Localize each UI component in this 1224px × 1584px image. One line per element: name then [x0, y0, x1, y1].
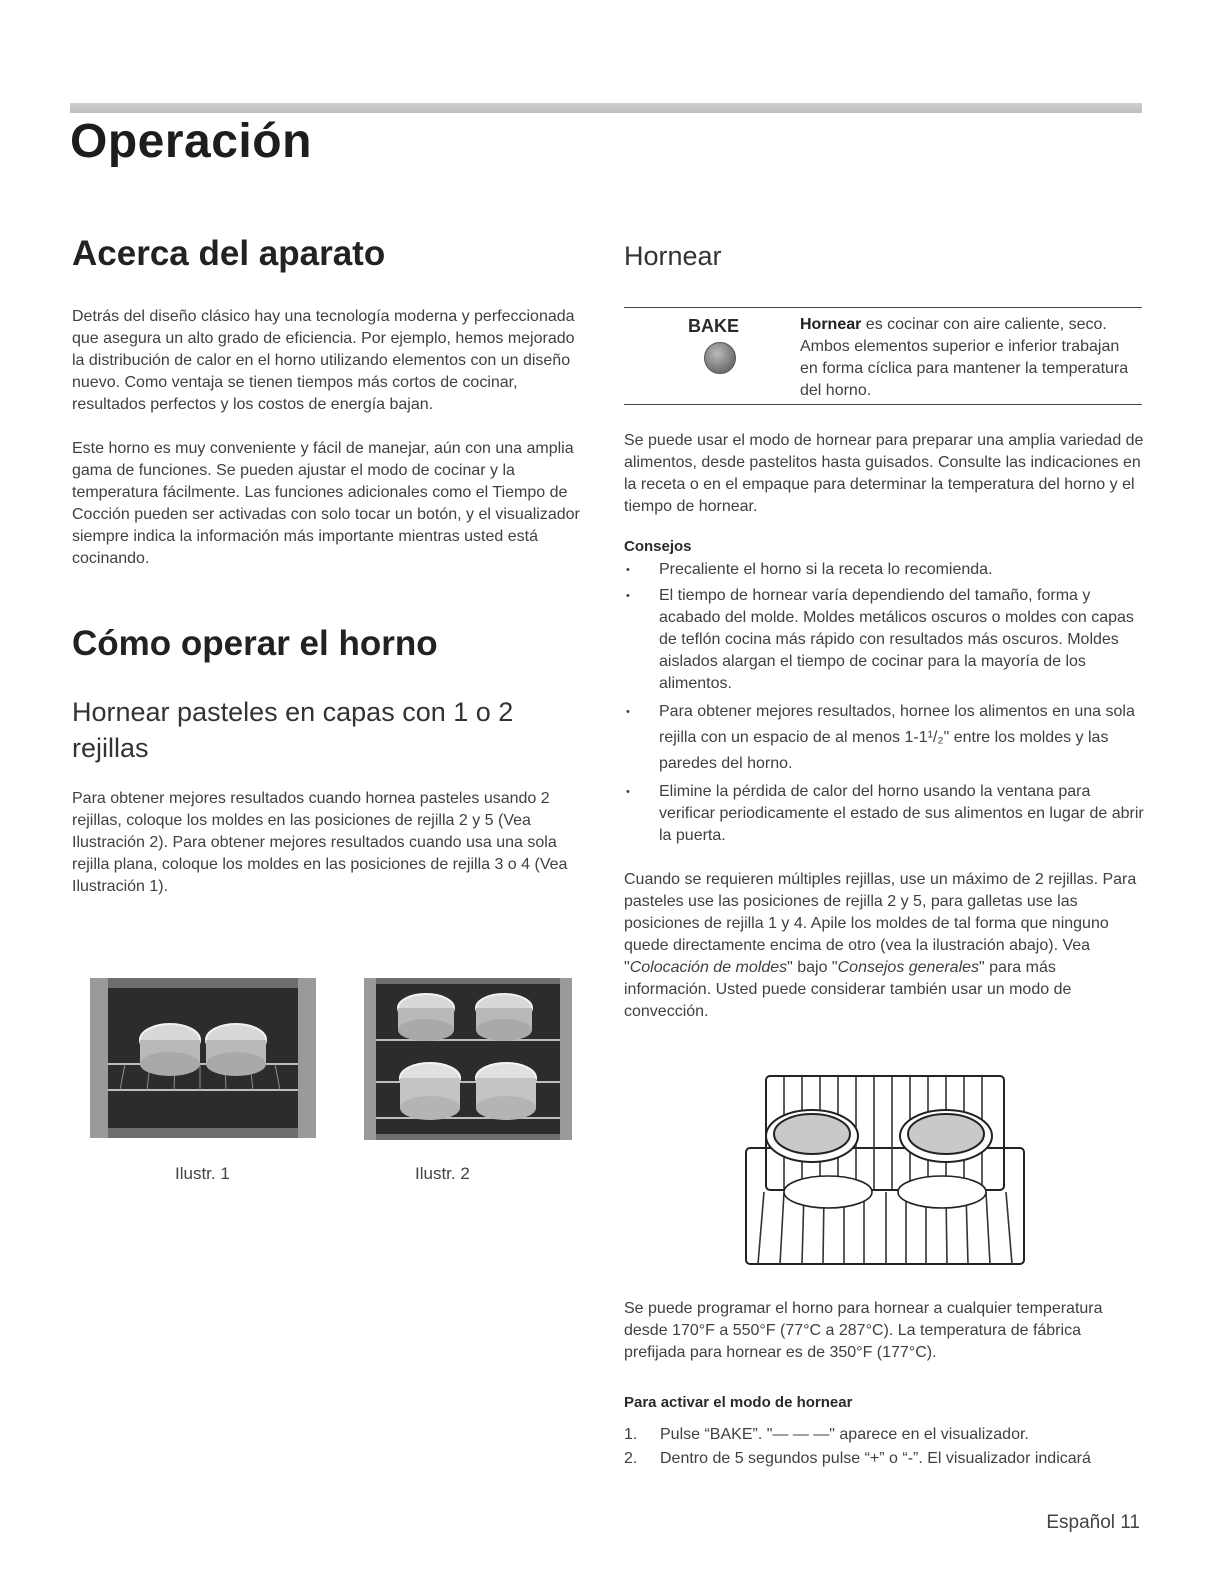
- tip-item: • El tiempo de hornear varía dependiendo del tamaño, forma y acabado del molde. Moldes metálicos oscuros o moldes con capas de teflón cocina más rápido con resultados más oscuros. Moldes aislados alargan el tiempo de cocinar para la mayoría de los alimentos.: [624, 585, 1144, 695]
- bake-heading: Hornear: [624, 241, 722, 271]
- step-text: Pulse “BAKE”. "— — —" aparece en el visualizador.: [660, 1426, 1029, 1443]
- bake-term: Hornear: [800, 316, 862, 333]
- rack-placement-illustration: [740, 1072, 1030, 1268]
- title-bar-rule: [70, 103, 1142, 113]
- illustration-1-caption: Ilustr. 1: [175, 1164, 230, 1183]
- bake-key-label: BAKE: [688, 316, 740, 336]
- illustration-1-photo: [90, 978, 316, 1138]
- tips-heading: Consejos: [624, 538, 692, 555]
- page-title: Operación: [70, 115, 312, 168]
- multiple-racks-paragraph: [624, 869, 1144, 1023]
- temperature-range-paragraph: Se puede programar el horno para hornear a cualquier temperatura desde 170°F a 550°F (77°C a 287°C). La temperatura de fábrica prefijada para hornear es de 350°F (177°C).: [624, 1300, 1103, 1361]
- illustration-2-caption: Ilustr. 2: [415, 1164, 470, 1183]
- multiple-racks-text-b: " bajo ": [787, 959, 838, 976]
- operate-heading: Cómo operar el horno: [72, 624, 438, 663]
- tip-item: • Para obtener mejores resultados, hornee los alimentos en una sola rejilla con un espacio de al menos 1-1¹/₂" entre los moldes y las paredes del horno.: [624, 699, 1144, 777]
- activate-bake-heading: Para activar el modo de hornear: [624, 1394, 853, 1411]
- bake-definition-box: [624, 307, 1142, 405]
- about-paragraph-2: Este horno es muy conveniente y fácil de manejar, aún con una amplia gama de funciones. Se pueden ajustar el modo de cocinar y la temperatura fácilmente. Las funciones adicionales como el Tiempo de Cocción pueden ser activadas con solo tocar un botón, y el visualizador siempre indica la información más importante mientras usted está cocinando.: [72, 440, 580, 567]
- step-item: [624, 1447, 1144, 1471]
- multiple-racks-text-a: Cuando se requieren múltiples rejillas, use un máximo de 2 rejillas. Para pasteles use las posiciones de rejilla 2 y 5, para galletas use las posiciones de rejilla 1 y 4. Apile los moldes de tal forma que ninguno quede directamente encima de otro (vea la ilustración abajo). Vea ": [624, 871, 1137, 976]
- bake-description-text: es cocinar con aire caliente, seco. Ambos elementos superior e inferior trabajan en forma cíclica para mantener la temperatura del horno.: [800, 316, 1129, 399]
- step-number: 2.: [624, 1450, 638, 1467]
- pan-placement-reference: Colocación de moldes: [629, 959, 788, 976]
- multiple-racks-text-c: " para más información. Usted puede considerar también usar un modo de convección.: [624, 959, 1072, 1020]
- tip-item: • Precaliente el horno si la receta lo recomienda.: [624, 559, 1144, 581]
- tips-list: [624, 559, 1144, 847]
- bake-description: [800, 314, 1130, 402]
- layer-cakes-paragraph: Para obtener mejores resultados cuando hornea pasteles usando 2 rejillas, coloque los moldes en las posiciones de rejilla 2 y 5 (Vea Ilustración 2). Para obtener mejores resultados cuando usa una sola rejilla plana, coloque los moldes en las posiciones de rejilla 3 o 4 (Vea Ilustración 1).: [72, 790, 568, 895]
- step-item: [624, 1423, 1144, 1447]
- activate-bake-steps: [624, 1423, 1144, 1471]
- general-tips-reference: Consejos generales: [837, 959, 980, 976]
- step-number: 1.: [624, 1426, 638, 1443]
- layer-cakes-subheading: Hornear pasteles en capas con 1 o 2 rejillas: [72, 697, 514, 763]
- tip-item: • Elimine la pérdida de calor del horno usando la ventana para verificar periodicamente el estado de sus alimentos en lugar de abrir la puerta.: [624, 781, 1144, 847]
- about-heading: Acerca del aparato: [72, 234, 386, 273]
- page-footer: Español 11: [1046, 1512, 1140, 1533]
- bake-lower-content: [624, 1298, 1144, 1471]
- bake-content: [624, 430, 1144, 1023]
- right-column: [624, 232, 1144, 1020]
- left-column: [72, 232, 590, 898]
- step-text: Dentro de 5 segundos pulse “+” o “-”. El visualizador indicará: [660, 1450, 1091, 1467]
- illustration-2-photo: [364, 978, 572, 1140]
- bake-button-icon: [704, 342, 736, 374]
- about-paragraph-1: Detrás del diseño clásico hay una tecnología moderna y perfeccionada que asegura un alto grado de eficiencia. Por ejemplo, hemos mejorado la distribución de calor en el horno utilizando elementos con un diseño nuevo. Como ventaja se tienen tiempos más cortos de cocinar, resultados perfectos y los costos de energía bajan.: [72, 308, 575, 413]
- bake-paragraph-1: Se puede usar el modo de hornear para preparar una amplia variedad de alimentos, desde pastelitos hasta guisados. Consulte las indicaciones en la receta o en el empaque para determinar la temperatura del horno y el tiempo de hornear.: [624, 432, 1144, 515]
